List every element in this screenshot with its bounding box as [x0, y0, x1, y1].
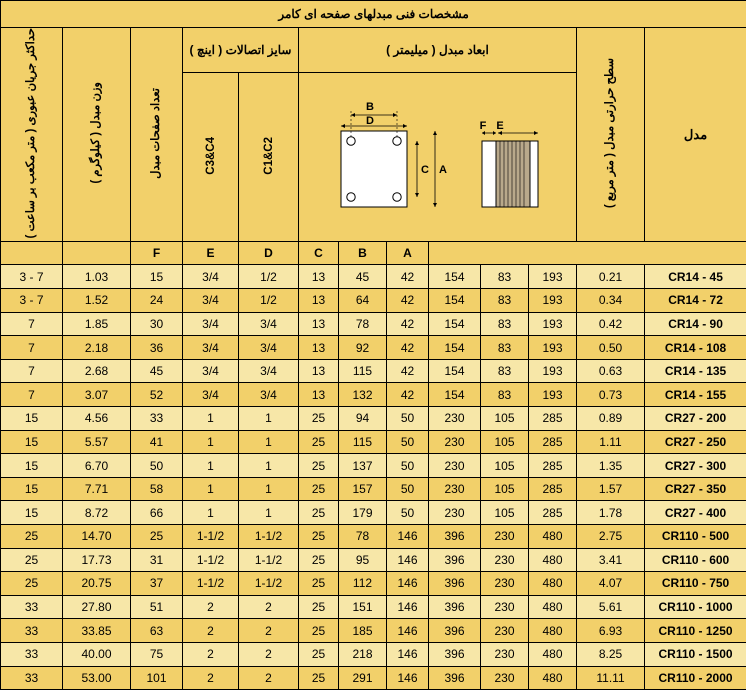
cell-plate-count: 41 [131, 430, 183, 454]
cell-A: 285 [529, 454, 577, 478]
cell-E: 112 [339, 572, 387, 596]
header-heat-area-label: سطح حرارتی مبدل ( متر مربع ) [604, 58, 617, 208]
cell-E: 157 [339, 477, 387, 501]
cell-max-flow: 15 [1, 454, 63, 478]
cell-F: 25 [299, 501, 339, 525]
cell-heat-area: 2.75 [577, 524, 645, 548]
cell-F: 13 [299, 359, 339, 383]
table-row [1, 619, 746, 643]
cell-B: 230 [481, 524, 529, 548]
cell-A: 480 [529, 524, 577, 548]
cell-A: 285 [529, 501, 577, 525]
table-row [1, 359, 746, 383]
cell-F: 25 [299, 666, 339, 690]
cell-A: 480 [529, 642, 577, 666]
cell-max-flow: 7 [1, 359, 63, 383]
cell-max-flow: 7 [1, 336, 63, 360]
cell-c3c4: 2 [183, 595, 239, 619]
cell-D: 146 [387, 524, 429, 548]
cell-heat-area: 0.89 [577, 407, 645, 431]
cell-B: 230 [481, 642, 529, 666]
cell-heat-area: 1.57 [577, 477, 645, 501]
cell-model: CR110 - 1500 [645, 642, 746, 666]
cell-F: 25 [299, 407, 339, 431]
cell-A: 193 [529, 359, 577, 383]
cell-heat-area: 5.61 [577, 595, 645, 619]
cell-plate-count: 36 [131, 336, 183, 360]
cell-B: 105 [481, 477, 529, 501]
col-head-D: D [239, 242, 299, 265]
cell-F: 13 [299, 312, 339, 336]
cell-model: CR27 - 250 [645, 430, 746, 454]
cell-D: 50 [387, 430, 429, 454]
cell-weight: 4.56 [63, 407, 131, 431]
cell-E: 185 [339, 619, 387, 643]
cell-c1c2: 1 [239, 454, 299, 478]
cell-E: 64 [339, 289, 387, 313]
cell-weight: 14.70 [63, 524, 131, 548]
cell-c3c4: 1 [183, 430, 239, 454]
cell-C: 154 [429, 265, 481, 289]
cell-plate-count: 15 [131, 265, 183, 289]
cell-E: 94 [339, 407, 387, 431]
cell-D: 42 [387, 312, 429, 336]
cell-weight: 17.73 [63, 548, 131, 572]
cell-F: 25 [299, 454, 339, 478]
header-heat-area [577, 28, 645, 242]
cell-plate-count: 50 [131, 454, 183, 478]
cell-D: 146 [387, 548, 429, 572]
cell-C: 396 [429, 524, 481, 548]
cell-c3c4: 1-1/2 [183, 548, 239, 572]
table-row [1, 477, 746, 501]
cell-E: 115 [339, 359, 387, 383]
cell-weight: 8.72 [63, 501, 131, 525]
cell-c3c4: 3/4 [183, 265, 239, 289]
cell-weight: 2.18 [63, 336, 131, 360]
cell-c1c2: 2 [239, 666, 299, 690]
title-row [1, 1, 746, 28]
cell-D: 42 [387, 265, 429, 289]
cell-A: 193 [529, 312, 577, 336]
cell-model: CR110 - 1250 [645, 619, 746, 643]
svg-text:A: A [439, 164, 447, 176]
cell-c3c4: 1 [183, 477, 239, 501]
cell-model: CR14 - 155 [645, 383, 746, 407]
cell-weight: 20.75 [63, 572, 131, 596]
cell-C: 396 [429, 572, 481, 596]
cell-E: 45 [339, 265, 387, 289]
cell-c1c2: 1 [239, 501, 299, 525]
cell-C: 230 [429, 477, 481, 501]
dimension-diagram-wrap [299, 93, 576, 221]
cell-c1c2: 1 [239, 407, 299, 431]
cell-B: 230 [481, 666, 529, 690]
cell-heat-area: 6.93 [577, 619, 645, 643]
cell-model: CR27 - 300 [645, 454, 746, 478]
table-row [1, 383, 746, 407]
cell-c3c4: 1 [183, 407, 239, 431]
cell-F: 25 [299, 619, 339, 643]
cell-D: 42 [387, 289, 429, 313]
cell-heat-area: 0.73 [577, 383, 645, 407]
header-model [645, 28, 746, 242]
cell-c1c2: 3/4 [239, 312, 299, 336]
cell-E: 179 [339, 501, 387, 525]
cell-c3c4: 3/4 [183, 336, 239, 360]
table-row [1, 524, 746, 548]
cell-max-flow: 33 [1, 595, 63, 619]
cell-A: 480 [529, 666, 577, 690]
spacer-c1c2 [63, 242, 131, 265]
cell-c3c4: 1 [183, 501, 239, 525]
header-c1c2-label: C1&C2 [263, 137, 275, 175]
header-max-flow-label: حداکثر جریان عبوری ( متر مکعب بر ساعت ) [25, 28, 38, 238]
header-c3c4-label: C3&C4 [205, 137, 217, 175]
table-row [1, 289, 746, 313]
cell-B: 105 [481, 407, 529, 431]
cell-weight: 53.00 [63, 666, 131, 690]
table-row [1, 595, 746, 619]
cell-D: 50 [387, 454, 429, 478]
spacer-c3c4 [1, 242, 63, 265]
cell-E: 115 [339, 430, 387, 454]
exchanger-drawing-svg [299, 93, 583, 221]
cell-c1c2: 1-1/2 [239, 548, 299, 572]
cell-model: CR110 - 2000 [645, 666, 746, 690]
cell-plate-count: 30 [131, 312, 183, 336]
cell-C: 396 [429, 642, 481, 666]
cell-max-flow: 15 [1, 407, 63, 431]
cell-A: 480 [529, 619, 577, 643]
cell-C: 230 [429, 407, 481, 431]
cell-E: 137 [339, 454, 387, 478]
cell-F: 25 [299, 430, 339, 454]
cell-c3c4: 1 [183, 454, 239, 478]
cell-max-flow: 7 [1, 383, 63, 407]
cell-plate-count: 101 [131, 666, 183, 690]
cell-c3c4: 2 [183, 619, 239, 643]
cell-max-flow: 15 [1, 501, 63, 525]
cell-plate-count: 58 [131, 477, 183, 501]
cell-heat-area: 0.63 [577, 359, 645, 383]
cell-max-flow: 33 [1, 642, 63, 666]
cell-plate-count: 66 [131, 501, 183, 525]
cell-model: CR110 - 500 [645, 524, 746, 548]
cell-D: 50 [387, 501, 429, 525]
cell-heat-area: 0.34 [577, 289, 645, 313]
header-dimensions: ابعاد مبدل ( میلیمتر ) [299, 28, 577, 73]
cell-heat-area: 1.78 [577, 501, 645, 525]
cell-D: 42 [387, 336, 429, 360]
cell-heat-area: 1.35 [577, 454, 645, 478]
cell-c1c2: 1 [239, 430, 299, 454]
cell-c1c2: 3/4 [239, 383, 299, 407]
table-row [1, 454, 746, 478]
cell-c3c4: 1-1/2 [183, 524, 239, 548]
cell-F: 25 [299, 548, 339, 572]
header-group-row [1, 28, 746, 73]
cell-B: 83 [481, 265, 529, 289]
cell-D: 42 [387, 359, 429, 383]
table-row [1, 312, 746, 336]
cell-F: 13 [299, 383, 339, 407]
cell-F: 25 [299, 477, 339, 501]
cell-B: 230 [481, 572, 529, 596]
cell-c3c4: 2 [183, 666, 239, 690]
cell-model: CR14 - 90 [645, 312, 746, 336]
cell-weight: 6.70 [63, 454, 131, 478]
cell-E: 95 [339, 548, 387, 572]
cell-plate-count: 51 [131, 595, 183, 619]
cell-B: 230 [481, 619, 529, 643]
table-row [1, 501, 746, 525]
cell-B: 105 [481, 430, 529, 454]
cell-c3c4: 3/4 [183, 383, 239, 407]
cell-plate-count: 63 [131, 619, 183, 643]
cell-max-flow: 15 [1, 477, 63, 501]
svg-text:B: B [366, 101, 374, 113]
cell-C: 230 [429, 430, 481, 454]
cell-weight: 7.71 [63, 477, 131, 501]
cell-A: 480 [529, 595, 577, 619]
cell-c1c2: 3/4 [239, 336, 299, 360]
header-model-label: مدل [684, 127, 707, 142]
cell-B: 230 [481, 548, 529, 572]
cell-D: 146 [387, 572, 429, 596]
cell-E: 92 [339, 336, 387, 360]
cell-heat-area: 4.07 [577, 572, 645, 596]
cell-B: 83 [481, 359, 529, 383]
cell-C: 230 [429, 454, 481, 478]
cell-model: CR14 - 72 [645, 289, 746, 313]
dim-letter-row [1, 242, 746, 265]
cell-B: 83 [481, 312, 529, 336]
cell-F: 25 [299, 642, 339, 666]
svg-text:C: C [421, 164, 429, 176]
cell-plate-count: 37 [131, 572, 183, 596]
cell-D: 146 [387, 666, 429, 690]
cell-plate-count: 45 [131, 359, 183, 383]
cell-plate-count: 52 [131, 383, 183, 407]
cell-A: 285 [529, 477, 577, 501]
col-head-A: A [387, 242, 429, 265]
header-plate-count-label: تعداد صفحات مبدل [150, 88, 163, 179]
cell-plate-count: 33 [131, 407, 183, 431]
cell-c1c2: 2 [239, 619, 299, 643]
cell-B: 105 [481, 454, 529, 478]
cell-model: CR110 - 600 [645, 548, 746, 572]
cell-weight: 1.85 [63, 312, 131, 336]
cell-model: CR110 - 750 [645, 572, 746, 596]
cell-C: 396 [429, 619, 481, 643]
cell-E: 218 [339, 642, 387, 666]
cell-plate-count: 24 [131, 289, 183, 313]
col-head-F: F [131, 242, 183, 265]
cell-heat-area: 11.11 [577, 666, 645, 690]
cell-model: CR110 - 1000 [645, 595, 746, 619]
col-head-B: B [339, 242, 387, 265]
cell-F: 25 [299, 524, 339, 548]
cell-A: 480 [529, 548, 577, 572]
cell-B: 83 [481, 336, 529, 360]
table-row [1, 265, 746, 289]
cell-F: 13 [299, 265, 339, 289]
cell-E: 78 [339, 312, 387, 336]
cell-c3c4: 3/4 [183, 359, 239, 383]
cell-A: 193 [529, 265, 577, 289]
cell-C: 230 [429, 501, 481, 525]
cell-B: 83 [481, 289, 529, 313]
cell-c1c2: 2 [239, 595, 299, 619]
cell-E: 291 [339, 666, 387, 690]
cell-max-flow: 25 [1, 524, 63, 548]
cell-weight: 3.07 [63, 383, 131, 407]
cell-C: 154 [429, 359, 481, 383]
cell-max-flow: 3 - 7 [1, 289, 63, 313]
cell-F: 25 [299, 572, 339, 596]
cell-C: 396 [429, 548, 481, 572]
table-row [1, 407, 746, 431]
cell-c1c2: 1/2 [239, 265, 299, 289]
table-row [1, 430, 746, 454]
cell-weight: 2.68 [63, 359, 131, 383]
header-connection-size: سایز اتصالات ( اینچ ) [183, 28, 299, 73]
cell-D: 146 [387, 595, 429, 619]
cell-model: CR14 - 45 [645, 265, 746, 289]
table-row [1, 642, 746, 666]
cell-heat-area: 1.11 [577, 430, 645, 454]
table-body [1, 265, 746, 690]
cell-model: CR14 - 135 [645, 359, 746, 383]
cell-c1c2: 1-1/2 [239, 524, 299, 548]
table-row [1, 572, 746, 596]
cell-weight: 5.57 [63, 430, 131, 454]
cell-D: 146 [387, 642, 429, 666]
cell-max-flow: 25 [1, 572, 63, 596]
cell-D: 42 [387, 383, 429, 407]
cell-C: 396 [429, 666, 481, 690]
table-row [1, 548, 746, 572]
cell-model: CR27 - 350 [645, 477, 746, 501]
header-max-flow [1, 28, 63, 242]
cell-c1c2: 2 [239, 642, 299, 666]
cell-max-flow: 15 [1, 430, 63, 454]
cell-heat-area: 0.50 [577, 336, 645, 360]
cell-c3c4: 1-1/2 [183, 572, 239, 596]
cell-plate-count: 25 [131, 524, 183, 548]
cell-model: CR14 - 108 [645, 336, 746, 360]
table-row [1, 666, 746, 690]
cell-C: 154 [429, 289, 481, 313]
cell-B: 105 [481, 501, 529, 525]
cell-A: 480 [529, 572, 577, 596]
cell-D: 50 [387, 407, 429, 431]
cell-D: 146 [387, 619, 429, 643]
cell-F: 13 [299, 336, 339, 360]
header-c3c4 [183, 73, 239, 242]
cell-max-flow: 25 [1, 548, 63, 572]
header-weight-label: وزن مبدل ( کیلوگرم ) [90, 82, 103, 184]
cell-B: 83 [481, 383, 529, 407]
cell-F: 13 [299, 289, 339, 313]
cell-max-flow: 33 [1, 666, 63, 690]
cell-A: 285 [529, 430, 577, 454]
cell-c1c2: 1-1/2 [239, 572, 299, 596]
cell-model: CR27 - 400 [645, 501, 746, 525]
svg-text:E: E [496, 120, 503, 132]
header-c1c2 [239, 73, 299, 242]
cell-E: 78 [339, 524, 387, 548]
cell-E: 151 [339, 595, 387, 619]
cell-max-flow: 7 [1, 312, 63, 336]
col-head-E: E [183, 242, 239, 265]
cell-max-flow: 33 [1, 619, 63, 643]
cell-weight: 1.52 [63, 289, 131, 313]
header-plate-count [131, 28, 183, 242]
cell-A: 193 [529, 336, 577, 360]
cell-heat-area: 0.21 [577, 265, 645, 289]
svg-text:D: D [366, 115, 374, 127]
col-head-C: C [299, 242, 339, 265]
cell-c1c2: 1/2 [239, 289, 299, 313]
table-row [1, 336, 746, 360]
cell-B: 230 [481, 595, 529, 619]
dimension-diagram [299, 73, 577, 242]
cell-F: 25 [299, 595, 339, 619]
cell-C: 154 [429, 336, 481, 360]
cell-c3c4: 3/4 [183, 312, 239, 336]
cell-weight: 40.00 [63, 642, 131, 666]
svg-text:F: F [480, 120, 487, 132]
cell-c3c4: 3/4 [183, 289, 239, 313]
header-weight [63, 28, 131, 242]
cell-heat-area: 0.42 [577, 312, 645, 336]
cell-heat-area: 8.25 [577, 642, 645, 666]
cell-weight: 27.80 [63, 595, 131, 619]
cell-plate-count: 75 [131, 642, 183, 666]
cell-heat-area: 3.41 [577, 548, 645, 572]
cell-E: 132 [339, 383, 387, 407]
cell-A: 285 [529, 407, 577, 431]
cell-C: 396 [429, 595, 481, 619]
page-title: مشخصات فنی مبدلهای صفحه ای کامر [1, 1, 746, 28]
cell-max-flow: 3 - 7 [1, 265, 63, 289]
cell-weight: 33.85 [63, 619, 131, 643]
cell-C: 154 [429, 312, 481, 336]
cell-plate-count: 31 [131, 548, 183, 572]
cell-c1c2: 1 [239, 477, 299, 501]
cell-weight: 1.03 [63, 265, 131, 289]
cell-A: 193 [529, 289, 577, 313]
cell-c1c2: 3/4 [239, 359, 299, 383]
cell-A: 193 [529, 383, 577, 407]
cell-C: 154 [429, 383, 481, 407]
cell-model: CR27 - 200 [645, 407, 746, 431]
cell-D: 50 [387, 477, 429, 501]
cell-c3c4: 2 [183, 642, 239, 666]
